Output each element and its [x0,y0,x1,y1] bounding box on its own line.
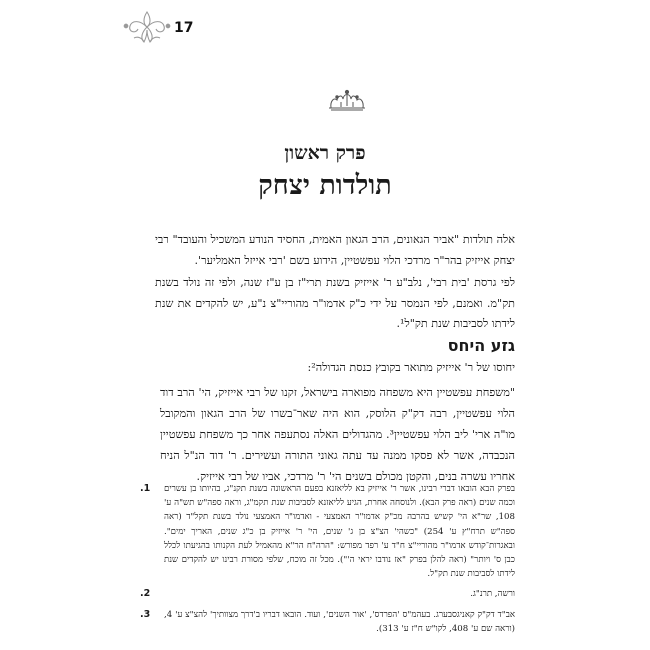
section-heading: גזע היחס [447,336,515,355]
fleur-ornament-icon [122,8,172,46]
footnote-text: בפרק הבא הובאו דברי רבינו, אשר ר' אייזיק בא לליאזנא בפעם הראשונה בשנת תקנ"ג, בהיותו בן עשרים וכמה שנים (ראה פרק הבא). ולנוסחה אחרת, הגיע לליאזנא לסביבות שנת תקמ"ג, וראה ספה"ש תש"ה ע' 108, שר"א הי' קשיש בהרבה מכ"ק אדמו"ר האמצעי - ואדמו"ר האמצעי נולד בשנת תקל"ד (ראה ספה"ש תרח"ץ ע' 254) "כשהי' הצ"צ בן ג' שנים, הי' ר' אייזיק בן כ"ג שנים, האריך ימים". ובאגרות־קודש אדמו"ר מהוריי"צ ח"ד ע' רפד מפורש: "הרה"ח הר"א מהאמיל לעת הקנותו בהגיעתו לכלל כבן ס' ויותר" (ראה להלן בפרק "אז נודבו יראי ה'"). מכל זה מוכח, שלפי מסורת רבינו יש להקדים שנת לידתו לסביבות שנת תק"ל. [164,484,515,580]
crown-ornament-icon [325,88,369,112]
intro-paragraph: אלה תולדות "אביר הגאונים, הרב הגאון האמית, החסיד הנודע המשכיל והעובד" רבי יצחק אייזיק בהר"ר מרדכי הלוי עפשטיין, הידוע בשם 'רבי אייזל האמליער'. [155,233,515,267]
footnote [140,587,515,601]
chapter-number: פרק ראשון [284,142,366,164]
birth-year-paragraph: לפי גרסת 'בית רבי', נלב"ע ר' אייזיק בשנת תרי"ז בן ע"ז שנה, ולפי זה נולד בשנת תק"מ. ואמנם, לפי הנמסר על ידי כ"ק אדמו"ר מהוריי"צ נ"ע, יש להקדים את שנת לידתו לסביבות שנת תק"ל¹. [155,276,515,330]
footnote-text: אב"ד דק"ק קאניגסבערג. בעהמ"ס 'הפרדס', 'אור השנים', ועוד. הובאו דבריו ב'דרך מצוותיך' להצ"צ ע' 4, (וראה שם ע' 408, לקו"ש ח"ז ע' 313). [164,609,515,634]
footnote [140,482,515,581]
lineage-quote: "משפחת עפשטיין היא משפחה מפוארה בישראל, זקנו של רבי אייזיק, הי' הרב דוד הלוי עפשטיין, רבה דק"ק הלוסק, הוא היה שאר־בשרו של הרב הגאון והמקובל מו"ה ארי' ליב הלוי עפשטיין³. מהגדולים האלה נסתעפה אחר כך משפחת עפשטיין הנכבדה, אשר לא פסקו ממנה עד עתה גאוני התורה ועשירים. ר' דוד הנ"ל הניח אחריו עשרה בנים, והקטן מכולם בשנים הי' ר' מרדכי, אביו של רבי אייזיק. [160,386,515,483]
footnote [140,608,515,636]
page-number: 17 [174,20,194,36]
footnote-number: 1. [140,483,151,494]
footnote-text: ורשה, תרנ"ג. [470,589,515,600]
lineage-intro: יחוסו של ר' אייזיק מתואר בקובץ כנסת הגדולה²: [307,361,515,374]
footnotes [140,482,515,642]
chapter-title: תולדות יצחק [258,170,392,201]
footnote-number: 3. [140,608,151,620]
page-header [122,8,192,48]
footnote-number: 2. [140,588,151,600]
